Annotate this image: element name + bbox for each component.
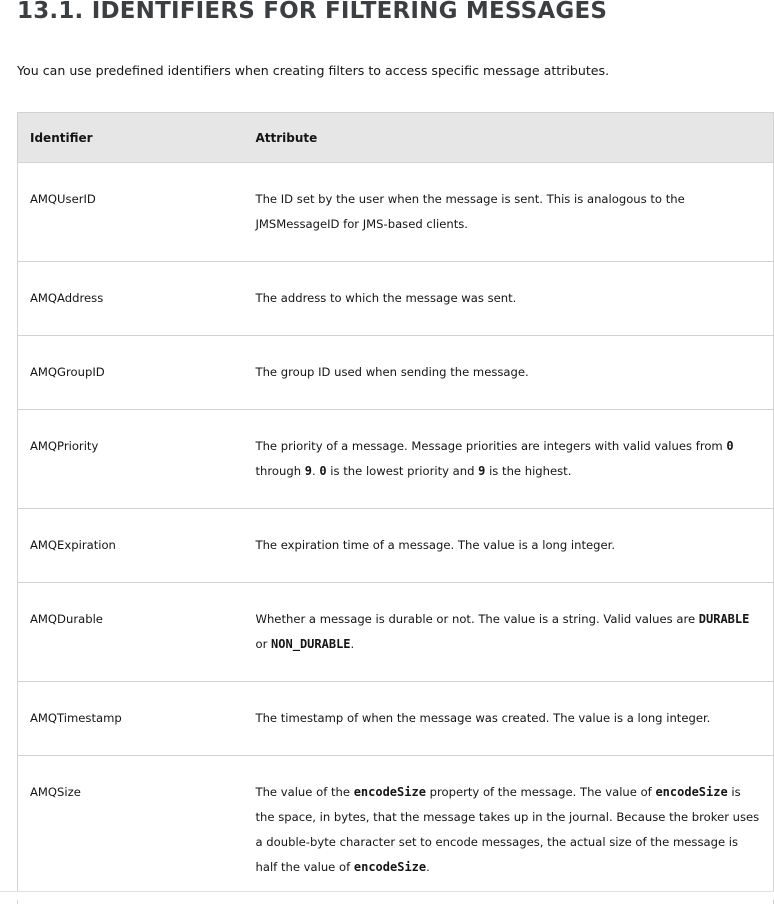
attribute-text: The address to which the message was sent. <box>256 291 517 305</box>
inline-code: NON_DURABLE <box>271 637 350 651</box>
attribute-cell <box>244 336 774 410</box>
table-row <box>18 410 774 509</box>
attribute-text: The ID set by the user when the message is sent. This is analogous to the JMSMessageID for JMS-based clients. <box>256 192 685 231</box>
intro-paragraph: You can use predefined identifiers when creating filters to access specific message attributes. <box>17 62 609 80</box>
attribute-text: property of the message. The value of <box>426 785 656 799</box>
attribute-text: The timestamp of when the message was created. The value is a long integer. <box>256 711 711 725</box>
table-header-row <box>18 113 774 163</box>
inline-code: encodeSize <box>354 785 426 799</box>
identifier-cell: AMQTimestamp <box>18 682 244 756</box>
identifier-column-header: Identifier <box>18 113 244 163</box>
identifier-cell: AMQAddress <box>18 262 244 336</box>
attribute-text: Whether a message is durable or not. The value is a string. Valid values are <box>256 612 699 626</box>
inline-code: 9 <box>478 464 485 478</box>
attribute-text: . <box>312 464 319 478</box>
inline-code: encodeSize <box>655 785 727 799</box>
attribute-cell <box>244 756 774 904</box>
table-row <box>18 262 774 336</box>
attribute-text: is the highest. <box>485 464 571 478</box>
identifiers-table <box>17 112 774 904</box>
identifier-cell: AMQDurable <box>18 583 244 682</box>
table-row <box>18 682 774 756</box>
table-row <box>18 583 774 682</box>
inline-code: DURABLE <box>699 612 750 626</box>
attribute-text: The group ID used when sending the message. <box>256 365 529 379</box>
page-title: 13.1. IDENTIFIERS FOR FILTERING MESSAGES <box>17 0 607 24</box>
attribute-cell <box>244 583 774 682</box>
inline-code: encodeSize <box>354 860 426 874</box>
attribute-text: or <box>256 637 272 651</box>
identifier-cell: AMQSize <box>18 756 244 904</box>
identifier-cell: AMQPriority <box>18 410 244 509</box>
inline-code: 9 <box>305 464 312 478</box>
identifier-cell: AMQUserID <box>18 163 244 262</box>
table-row <box>18 509 774 583</box>
attribute-text: is the lowest priority and <box>327 464 479 478</box>
identifier-cell: AMQGroupID <box>18 336 244 410</box>
table-row <box>18 756 774 904</box>
identifier-cell: AMQExpiration <box>18 509 244 583</box>
table-row <box>18 336 774 410</box>
attribute-cell <box>244 262 774 336</box>
table-row <box>18 163 774 262</box>
attribute-cell <box>244 682 774 756</box>
attribute-text: is the space, in bytes, that the message takes up in the journal. Because the broker uses a double-byte character set to encode messages, the actual size of the message is half the value of <box>256 785 760 874</box>
attribute-text: The value of the <box>256 785 354 799</box>
attribute-text: through <box>256 464 305 478</box>
attribute-column-header: Attribute <box>244 113 774 163</box>
attribute-cell <box>244 509 774 583</box>
inline-code: 0 <box>319 464 326 478</box>
attribute-cell <box>244 410 774 509</box>
inline-code: 0 <box>726 439 733 453</box>
attribute-text: . <box>351 637 355 651</box>
attribute-text: The expiration time of a message. The value is a long integer. <box>256 538 616 552</box>
attribute-text: . <box>426 860 430 874</box>
attribute-cell <box>244 163 774 262</box>
attribute-text: The priority of a message. Message priorities are integers with valid values from <box>256 439 727 453</box>
